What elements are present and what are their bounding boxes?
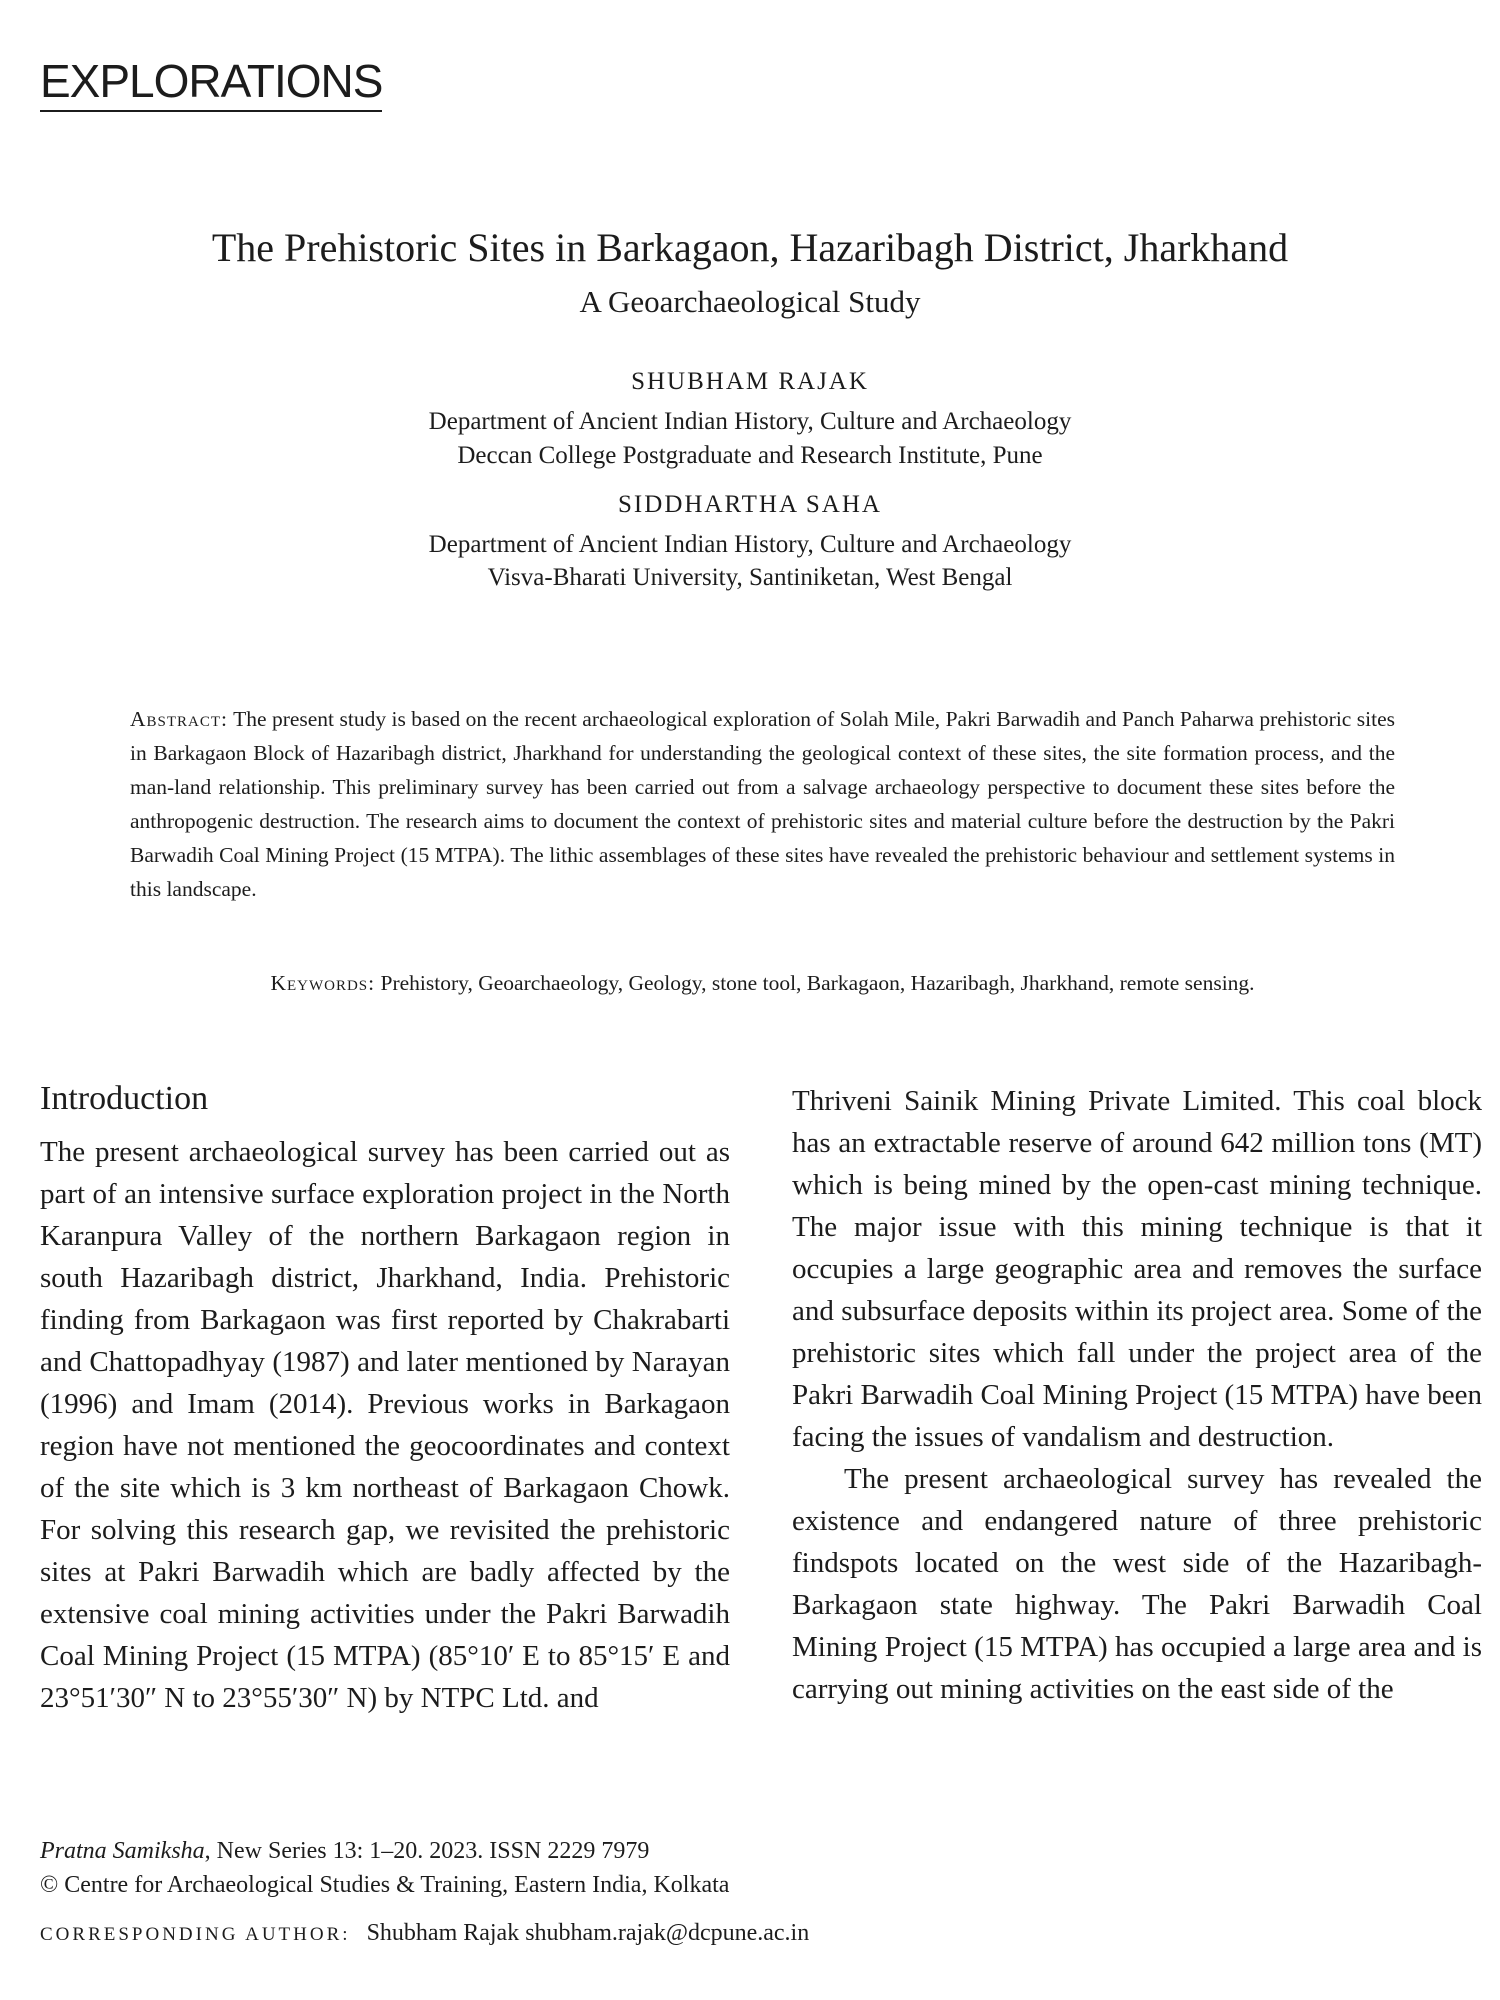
section-label: EXPLORATIONS <box>40 58 382 112</box>
copyright-line: © Centre for Archaeological Studies & Training, Eastern India, Kolkata <box>40 1872 730 1898</box>
corresponding-email[interactable]: shubham.rajak@dcpune.ac.in <box>525 1920 810 1946</box>
page-footer <box>40 1834 1440 1952</box>
author-affiliation: Deccan College Postgraduate and Research Institute, Pune <box>457 441 1043 469</box>
corresponding-label: CORRESPONDING AUTHOR: <box>40 1924 351 1945</box>
author-affiliation: Visva-Bharati University, Santiniketan, West Bengal <box>487 564 1013 592</box>
body-paragraph: Thriveni Sainik Mining Private Limited. This coal block has an extractable reserve of around 642 million tons (MT) which is being mined by the open-cast mining technique. The major issue with this mining technique is that it occupies a large geographic area and removes the surface and subsurface deposits within its project area. Some of the prehistoric sites which fall under the project area of the Pakri Barwadih Coal Mining Project (15 MTPA) have been facing the issues of vandalism and destruction. <box>792 1085 1482 1453</box>
left-column <box>40 1080 730 1719</box>
author-affiliation: Department of Ancient Indian History, Culture and Archaeology <box>428 530 1072 558</box>
journal-name: Pratna Samiksha <box>40 1838 205 1864</box>
corresponding-author <box>40 1916 1440 1952</box>
abstract-text: The present study is based on the recent archaeological exploration of Solah Mile, Pakri Barwadih and Panch Paharwa prehistoric sites in Barkagaon Block of Hazaribagh district, Jharkhand for understanding the geological context of these sites, the site formation process, and the man-land relationship. This preliminary survey has been carried out from a salvage archaeology perspective to document these sites before the anthropogenic destruction. The research aims to document the context of prehistoric sites and material culture before the destruction by the Pakri Barwadih Coal Mining Project (15 MTPA). The lithic assemblages of these sites have revealed the prehistoric behaviour and settlement systems in this landscape. <box>130 707 1395 901</box>
abstract <box>130 702 1395 906</box>
article-header <box>0 222 1500 594</box>
author-name: SHUBHAM RAJAK <box>631 368 869 396</box>
article-subtitle: A Geoarchaeological Study <box>579 284 921 319</box>
corresponding-name: Shubham Rajak <box>366 1920 520 1946</box>
right-column <box>792 1080 1482 1710</box>
keywords-text: Prehistory, Geoarchaeology, Geology, stone tool, Barkagaon, Hazaribagh, Jharkhand, remote sensing. <box>380 971 1255 995</box>
journal-citation <box>40 1834 1440 1868</box>
body-paragraph: The present archaeological survey has been carried out as part of an intensive surface exploration project in the North Karanpura Valley of the northern Barkagaon region in south Hazaribagh district, Jharkhand, India. Prehistoric finding from Barkagaon was first reported by Chakrabarti and Chattopadhyay (1987) and later mentioned by Narayan (1996) and Imam (2014). Previous works in Barkagaon region have not mentioned the geocoordinates and context of the site which is 3 km northeast of Barkagaon Chowk. For solving this research gap, we revisited the prehistoric sites at Pakri Barwadih which are badly affected by the extensive coal mining activities under the Pakri Barwadih Coal Mining Project (15 MTPA) (85°10′ E to 85°15′ E and 23°51′30″ N to 23°55′30″ N) by NTPC Ltd. and <box>40 1136 730 1715</box>
journal-details: , New Series 13: 1–20. 2023. ISSN 2229 7979 <box>204 1838 650 1864</box>
body-paragraph: The present archaeological survey has revealed the existence and endangered nature of three prehistoric findspots located on the west side of the Hazaribagh-Barkagaon state highway. The Pakri Barwadih Coal Mining Project (15 MTPA) has occupied a large area and is carrying out mining activities on the east side of the <box>792 1463 1482 1705</box>
keywords <box>130 966 1395 1000</box>
author-name: SIDDHARTHA SAHA <box>618 490 882 518</box>
keywords-label: Keywords: <box>270 971 376 995</box>
article-title: The Prehistoric Sites in Barkagaon, Hazaribagh District, Jharkhand <box>211 225 1289 270</box>
author-affiliation: Department of Ancient Indian History, Culture and Archaeology <box>428 408 1072 436</box>
section-heading: Introduction <box>40 1080 209 1117</box>
abstract-label: Abstract: <box>130 707 229 731</box>
